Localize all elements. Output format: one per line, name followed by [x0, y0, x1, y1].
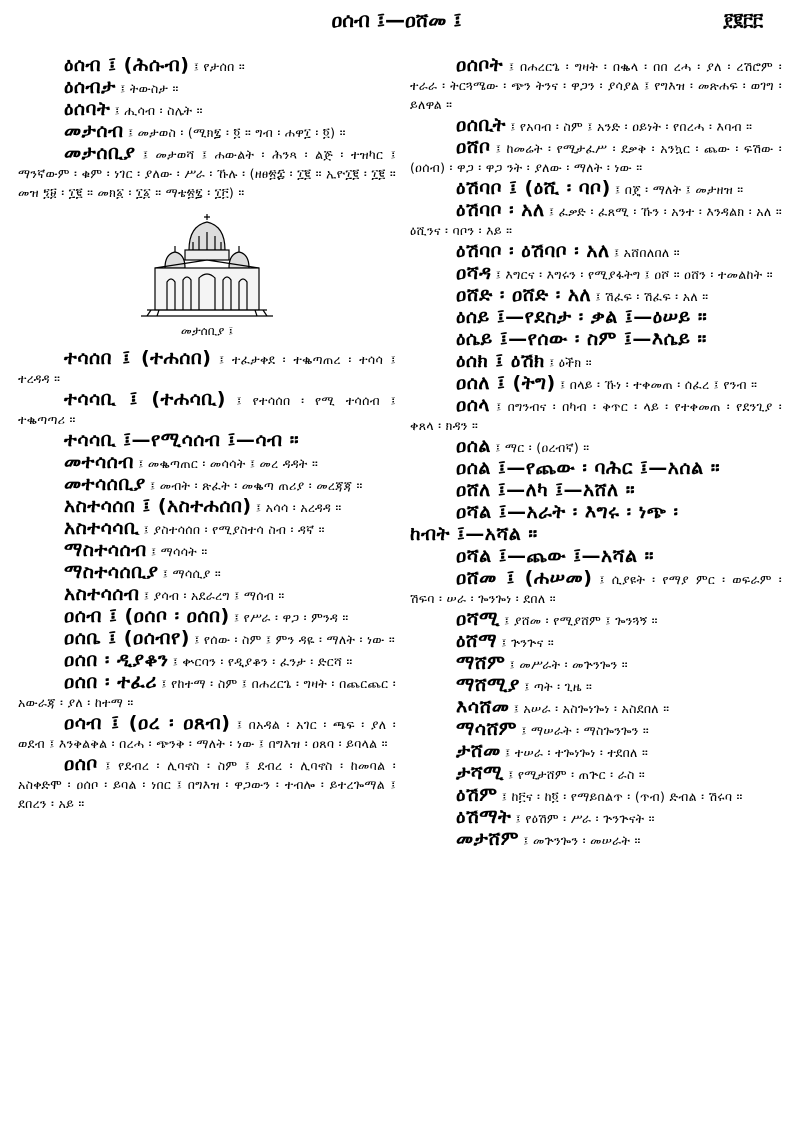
entry-definition: ፤ ሽፈፍ ፡ ሽፈፍ ፡ አለ ። [595, 289, 709, 304]
entry-headword: ዕሰብ ፤ (ሕሱብ) [64, 54, 190, 76]
dictionary-entry [410, 437, 782, 457]
entry-definition: ፤ ማሳሳት ። [150, 544, 208, 559]
dictionary-entry [410, 242, 782, 262]
dictionary-entry [410, 525, 782, 545]
dictionary-entry [18, 497, 396, 517]
entry-definition: ፤ በሐረርጌ ፡ ግዛት ፡ በቈላ ፡ በበ ረሓ ፡ ያለ ፡ ረሽሮም ፡ ተራራ ፡ ትርጓሜው ፡ ጭን ትንና ፡ ዋጋን ፡ ያሳያል ፤ የግእዝ ፡ መጽሐፍ ፡ ወገግ ፡ ይለዋል ። [410, 59, 782, 112]
entry-headword: ማሸም [456, 652, 506, 674]
entry-headword: አስተሳሰብ [64, 583, 140, 605]
entry-headword: መተሳሰብ [64, 451, 134, 473]
entry-headword: ዐሰለ ፤ (ትግ) [456, 372, 556, 394]
entry-definition: ፤ ጕንጕና ። [501, 635, 554, 650]
entry-headword: ዕሰክ ፤ ዕሽክ [456, 350, 545, 372]
entry-definition: ፤ ቍርባን ፡ የዲያቆን ፡ ፈንታ ፡ ድርሻ ። [172, 654, 353, 669]
entry-headword: እሳሸመ [456, 696, 510, 718]
entry-definition: ፤ መብት ፡ ጽፈት ፡ መቈጣ ጠሪያ ፡ መረጃጃ ። [150, 478, 363, 493]
dictionary-entry [410, 286, 782, 306]
dictionary-entry [410, 116, 782, 136]
entry-headword: ታሸመ [456, 740, 501, 762]
entry-definition: ፤ የአባብ ፡ ስም ፤ አንድ ፡ ዐይነት ፡ የበረሓ ፡ እባብ ። [510, 119, 753, 134]
entry-definition: ፤ ዕችክ ። [549, 355, 592, 370]
entry-headword: ከብት ፤—አሻል ። [410, 523, 538, 545]
dictionary-entry [410, 330, 782, 350]
entry-headword: ዐሻል ፤—ጨው ፤—አሻል ። [456, 545, 655, 567]
entry-headword: ዕሽባቦ ፡ አለ [456, 199, 545, 221]
entry-definition: ፤ በአዳል ፡ አገር ፡ ጫፍ ፡ ያለ ፡ ወደብ ፤ እንቅልቅል ፡ በረሓ ፡ ጭንቅ ፡ ማለት ፡ ነው ፤ በግእዝ ፡ ዐጸባ ፡ ይባላል ። [18, 717, 396, 751]
entry-definition: ፤ የደብረ ፡ ሊባኖስ ፡ ስም ፤ ደብረ ፡ ሊባኖስ ፡ ከመባል ፡ አስቀድሞ ፡ ዐሰቦ ፡ ይባል ፡ ነበር ፤ በግእዝ ፡ ዋጋውን ፡ ተብሎ ፡ ይተረጐማል ፤ ደበረን ፡ አይ ። [18, 758, 396, 811]
dictionary-entry [18, 714, 396, 753]
entry-headword: ዐሰበ ፡ ዲያቆን [64, 649, 169, 671]
entry-headword: መታሰቢያ [64, 142, 136, 164]
dictionary-entry [410, 569, 782, 608]
entry-definition: ፤ ሒሳብ ፡ ስሌት ። [114, 103, 203, 118]
dictionary-entry [410, 201, 782, 240]
entry-headword: ዐሰቤ ፤ (ዐሰብየ) [64, 627, 190, 649]
entry-headword: ዕሽባቦ ፡ ዕሽባቦ ፡ አለ [456, 240, 610, 262]
entry-headword: ዐሰል [456, 435, 491, 457]
entry-definition: ፤ ፈቃድ ፡ ፈጸሚ ፡ ኹን ፡ አንተ ፡ እንዳልክ ፡ አለ ። ዕሺንና ፡ ባቦን ፡ እይ ። [410, 204, 782, 238]
entry-headword: ዕሴይ ፤—የሰው ፡ ስም ፤—እሴይ ። [456, 328, 707, 350]
dictionary-entry [18, 144, 396, 202]
entry-definition: ፤ የሥራ ፡ ዋጋ ፡ ምንዳ ። [233, 610, 349, 625]
dictionary-entry [410, 786, 782, 806]
dictionary-entry [410, 352, 782, 372]
dictionary-entry [18, 349, 396, 388]
dictionary-entry [18, 122, 396, 142]
dictionary-entry [410, 56, 782, 114]
page-header [0, 6, 793, 36]
dictionary-entry [410, 481, 782, 501]
entry-headword: ዐሻሚ [456, 608, 500, 630]
entry-definition: ፤ ማሳሲያ ። [162, 566, 222, 581]
dictionary-entry [410, 138, 782, 177]
figure-caption: መታሰቢያ ፤ [180, 324, 234, 338]
entry-headword: ዐሸመ ፤ (ሐሠመ) [456, 567, 593, 589]
entry-definition: ፤ በጄ ፡ ማለት ፤ መታዘዝ ። [615, 182, 744, 197]
dictionary-entry [410, 808, 782, 828]
dictionary-entry [410, 610, 782, 630]
right-column [410, 56, 782, 852]
entry-definition: ፤ ጣት ፡ ጊዜ ። [524, 679, 593, 694]
dictionary-entry [410, 654, 782, 674]
entry-headword: ዐሰቢት [456, 114, 506, 136]
entry-headword: መተሳሰቢያ [64, 473, 146, 495]
entry-headword: ዕሽማት [456, 806, 512, 828]
entry-definition: ፤ መቈጣጠር ፡ መሳሳት ፤ መረ ዳዳት ። [138, 456, 319, 471]
entry-headword: ዐሰቦ [64, 753, 98, 775]
dictionary-entry [410, 459, 782, 479]
entry-definition: ፤ መሥራት ፡ መጕንጐን ። [509, 657, 628, 672]
entry-definition: ፤ የዕሽም ፡ ሥራ ፡ ጕንጕናት ። [515, 811, 655, 826]
dictionary-entry [18, 475, 396, 495]
dictionary-entry [410, 396, 782, 435]
entry-definition: ፤ ማሠራት ፡ ማስጐንጐን ። [521, 723, 650, 738]
entry-definition: ፤ መታወስ ፡ (ሚክ፯ ፡ ፬ ። ግብ ፡ ሐዋ፲ ፡ ፬) ። [127, 125, 346, 140]
entry-definition: ፤ የከተማ ፡ ስም ፤ በሐረርጌ ፡ ግዛት ፡ በጨርጨር ፡ አውራጃ ፡ ያለ ፡ ከተማ ። [18, 676, 396, 710]
entry-definition: ፤ ተፈታቀደ ፡ ተቈጣጠረ ፡ ተሳሳ ፤ ተረዳዳ ። [18, 352, 397, 386]
dictionary-entry [410, 698, 782, 718]
entry-headword: አስተሳሳቢ [64, 517, 140, 539]
dictionary-entry [410, 720, 782, 740]
entry-headword: ማሸሚያ [456, 674, 520, 696]
entry-definition: ፤ ያሳብ ፡ አደራረግ ፤ ማሰብ ። [143, 588, 285, 603]
entry-headword: አስተሳሰበ ፤ (አስተሐሰበ) [64, 495, 252, 517]
entry-definition: ፤ ተሠራ ፡ ተጐነጐነ ፡ ተደበለ ። [505, 745, 649, 760]
entry-headword: ዐሸቦ [456, 136, 491, 158]
entry-headword: መታሸም [456, 828, 519, 850]
entry-headword: ማስተሳሰብ [64, 539, 147, 561]
entry-definition: ፤ አሠራ ፡ አስጐነጐነ ፡ አስደበለ ። [513, 701, 670, 716]
entry-headword: ዐሸድ ፡ ዐሸድ ፡ አለ [456, 284, 592, 306]
dictionary-entry [410, 179, 782, 199]
dictionary-entry [18, 541, 396, 561]
dictionary-entry [18, 431, 396, 451]
left-column [18, 56, 396, 815]
entry-headword: ዐሻል ፤—አራት ፡ እግሩ ፡ ነጭ ፡ [456, 501, 679, 523]
entry-definition: ፤ የሚታሸም ፡ ጠጕር ፡ ራስ ። [508, 767, 646, 782]
entry-headword: ዐሰቦት [456, 54, 504, 76]
dictionary-entry [18, 607, 396, 627]
entry-definition: ፤ በግንብና ፡ በካብ ፡ ቅጥር ፡ ላይ ፡ የተቀመጠ ፡ የደንጊያ ፡ ቀጸላ ፡ ክዳን ። [410, 399, 782, 433]
dictionary-entry [410, 264, 782, 284]
dictionary-entry [18, 629, 396, 649]
entry-definition: ፤ በላይ ፡ ኹነ ፡ ተቀመጠ ፡ ሰፈረ ፤ የንብ ። [560, 377, 758, 392]
figure [18, 212, 396, 322]
entry-definition: ፤ መጕንጐን ፡ መሠራት ። [523, 833, 641, 848]
page-number: ፻፪፫፫ [723, 10, 763, 31]
entry-definition: ፤ የታሰበ ። [193, 59, 245, 74]
entry-definition: ፤ ያስተሳሰበ ፡ የሚያስተሳ ስብ ፡ ዳኛ ። [143, 522, 325, 537]
entry-headword: ተሳሳቢ ፤—የሚሳሰብ ፤—ሳብ ። [64, 429, 300, 451]
entry-headword: ዐሸለ ፤—ለካ ፤—አሸለ ። [456, 479, 636, 501]
entry-headword: ተሳሰበ ፤ (ተሐሰበ) [64, 347, 212, 369]
entry-headword: ዕሰይ ፤—የደስታ ፡ ቃል ፤—ዕሠይ ። [456, 306, 708, 328]
entry-headword: ዕሰብታ [64, 76, 116, 98]
entry-definition: ፤ የተሳሰበ ፡ የሚ ተሳሰብ ፤ ተቈጣጣሪ ። [18, 393, 396, 427]
entry-headword: ማስተሳሰቢያ [64, 561, 159, 583]
dictionary-entry [410, 308, 782, 328]
entry-definition: ፤ አሸበለበለ ። [613, 245, 680, 260]
dictionary-entry [18, 651, 396, 671]
dictionary-entry [410, 547, 782, 567]
entry-headword: ዐሰላ [456, 394, 490, 416]
entry-headword: ዐሰብ ፤ (ዐሰቦ ፡ ዐሰበ) [64, 605, 230, 627]
entry-definition: ፤ የሰው ፡ ስም ፤ ምን ዳዬ ፡ ማለት ፡ ነው ። [194, 632, 396, 647]
dictionary-entry [18, 390, 396, 429]
entry-definition: ፤ ማር ፡ (ዐረብኛ) ። [495, 440, 590, 455]
dictionary-entry [410, 676, 782, 696]
entry-headword: ዕሸማ [456, 630, 498, 652]
entry-definition: ፤ ትውስታ ። [120, 81, 179, 96]
entry-headword: ተሳሳቢ ፤ (ተሐሳቢ) [64, 388, 226, 410]
dictionary-entry [410, 830, 782, 850]
entry-definition: ፤ ሲያዩት ፡ የማያ ምር ፡ ወፍራም ፡ ሽፍባ ፡ ሠራ ፡ ጐንጐነ ፡ ደበለ ። [410, 572, 782, 606]
dictionary-entry [18, 519, 396, 539]
dictionary-entry [18, 453, 396, 473]
dictionary-entry [18, 755, 396, 813]
entry-headword: ዕሽባቦ ፤ (ዕሺ ፡ ባቦ) [456, 177, 611, 199]
entry-headword: ዕሰባት [64, 98, 111, 120]
dictionary-entry [18, 100, 396, 120]
dictionary-entry [410, 374, 782, 394]
entry-definition: ፤ ያሸመ ፡ የሚያሸም ፤ ጐንጓኝ ። [504, 613, 658, 628]
dictionary-entry [18, 585, 396, 605]
church-illustration-icon [137, 212, 277, 322]
dictionary-entry [18, 563, 396, 583]
entry-headword: ዕሽም [456, 784, 498, 806]
entry-headword: ዐሳብ ፤ (ዐረ ፡ ዐጸብ) [64, 712, 231, 734]
dictionary-entry [410, 503, 782, 523]
entry-headword: ታሻሚ [456, 762, 504, 784]
entry-definition: ፤ መታወሻ ፤ ሐውልት ፡ ሕንጻ ፡ ልጅ ፡ ተዝካር ፤ ማንኛውም ፡ ቁም ፡ ነገር ፡ ያለው ፡ ሥራ ፡ ኹሉ ፡ (ዘፀ፳፰ ፡ ፲፪ ። ኢዮ፲፪ ፡ ፲፪ ። መዝ ፺፱ ፡ ፲፪ ። መክ፩ ፡ ፲፩ ። ማቴ፳፯ ፡ ፲፫) ። [18, 147, 396, 200]
dictionary-entry [410, 764, 782, 784]
running-head: ዐሰብ ፤—ዐሸመ ፤ [331, 8, 462, 32]
entry-definition: ፤ ከ፫ና ፡ ከ፬ ፡ የማይበልጥ ፡ (ጥብ) ድብል ፡ ሽሩባ ። [501, 789, 743, 804]
dictionary-entry [410, 632, 782, 652]
entry-headword: ዐሻዳ [456, 262, 492, 284]
entry-headword: ዐሰበ ፡ ተፈሪ [64, 671, 157, 693]
dictionary-entry [18, 78, 396, 98]
entry-definition: ፤ ከመሬት ፡ የሚታፈሥ ፡ ደቃቅ ፡ አንኳር ፡ ጨው ፡ ፍሽው ፡ (ዐሰብ) ፡ ዋጋ ፡ ዋጋ ንት ፡ ያለው ፡ ማለት ፡ ነው ። [410, 141, 783, 175]
entry-headword: ማሳሸም [456, 718, 518, 740]
dictionary-entry [18, 673, 396, 712]
entry-definition: ፤ እግርና ፡ እግሩን ፡ የሚያፋትግ ፤ ዐሾ ። ዐሸን ፡ ተመልከት ። [495, 267, 773, 282]
dictionary-entry [410, 742, 782, 762]
entry-definition: ፤ አሳሳ ፡ አረዳዳ ። [255, 500, 342, 515]
entry-headword: ዐሰል ፤—የጨው ፡ ባሕር ፤—አሰል ። [456, 457, 721, 479]
dictionary-entry [18, 56, 396, 76]
entry-headword: መታሰብ [64, 120, 124, 142]
